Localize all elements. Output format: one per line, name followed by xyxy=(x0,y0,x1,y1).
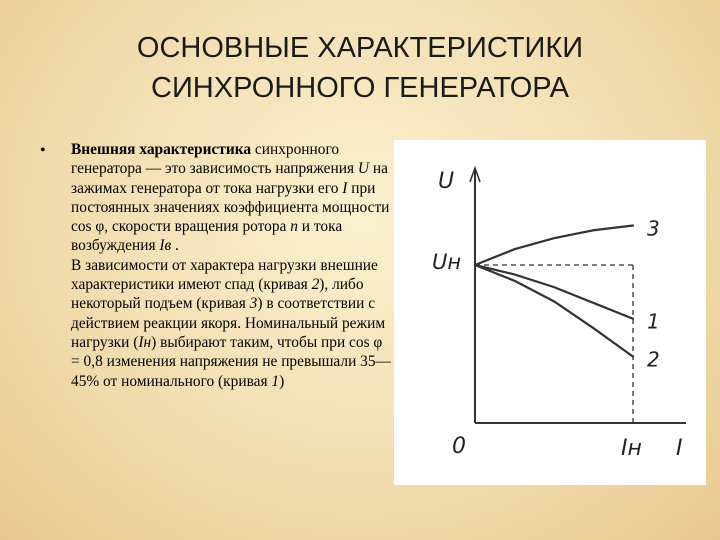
title-line-2: СИНХРОННОГО ГЕНЕРАТОРА xyxy=(151,72,569,104)
chart-labels xyxy=(432,169,683,461)
curve-ref-1: 1 xyxy=(271,372,280,390)
curve-label-3: 3 xyxy=(647,216,660,241)
text-part: ) xyxy=(279,372,285,390)
reference-lines xyxy=(475,265,633,423)
symbol-In: Iн xyxy=(138,333,152,351)
external-characteristic-chart xyxy=(394,140,706,485)
curve-1 xyxy=(475,265,633,319)
curve-label-1: 1 xyxy=(647,309,660,334)
text-part: ) в соответствии с действием реакции якоря. Номинальный режим нагрузки ( xyxy=(71,295,386,351)
slide-title xyxy=(60,28,660,108)
curve-ref-3: 3 xyxy=(249,295,258,313)
x-axis-label: I xyxy=(676,436,683,461)
symbol-I: I xyxy=(342,179,348,197)
text-part: и тока возбуждения xyxy=(71,218,343,255)
curve-ref-2: 2 xyxy=(311,276,320,294)
text-part: синхронного генератора — это зависимость напряжения xyxy=(71,141,358,178)
symbol-U: U xyxy=(357,160,370,178)
curve-2 xyxy=(475,265,633,357)
y-axis-label: U xyxy=(438,169,455,194)
text-part: на зажимах генератора от тока нагрузки его xyxy=(71,160,388,197)
chart-curves xyxy=(475,226,633,357)
text-part: . xyxy=(171,237,179,255)
origin-label: 0 xyxy=(452,434,466,459)
bullet-marker: • xyxy=(40,142,46,159)
chart-figure xyxy=(394,140,706,485)
curve-label-2: 2 xyxy=(647,347,660,372)
symbol-n: n xyxy=(290,218,298,236)
title-line-1: ОСНОВНЫЕ ХАРАКТЕРИСТИКИ xyxy=(136,32,584,64)
text-part: В зависимости от характера нагрузки внешние характеристики имеют спад (кривая xyxy=(71,256,378,294)
text-part: при постоянных значениях коэффициента мощности cos φ, скорости вращения ротора xyxy=(71,179,390,236)
symbol-Iv: Iв xyxy=(159,237,172,255)
text-part: ), либо некоторый подъем (кривая xyxy=(71,276,364,313)
term-bold: Внешняя характеристика xyxy=(71,141,252,158)
rated-voltage-label: Uн xyxy=(432,250,462,274)
rated-current-label: Iн xyxy=(621,436,642,461)
curve-3 xyxy=(475,226,633,266)
text-part: ) выбирают таким, чтобы при cos φ = 0,8 изменения напряжения не превышали 35—45% от номинального (кривая xyxy=(71,333,391,390)
body-text xyxy=(71,140,393,391)
chart-axes xyxy=(470,168,686,423)
